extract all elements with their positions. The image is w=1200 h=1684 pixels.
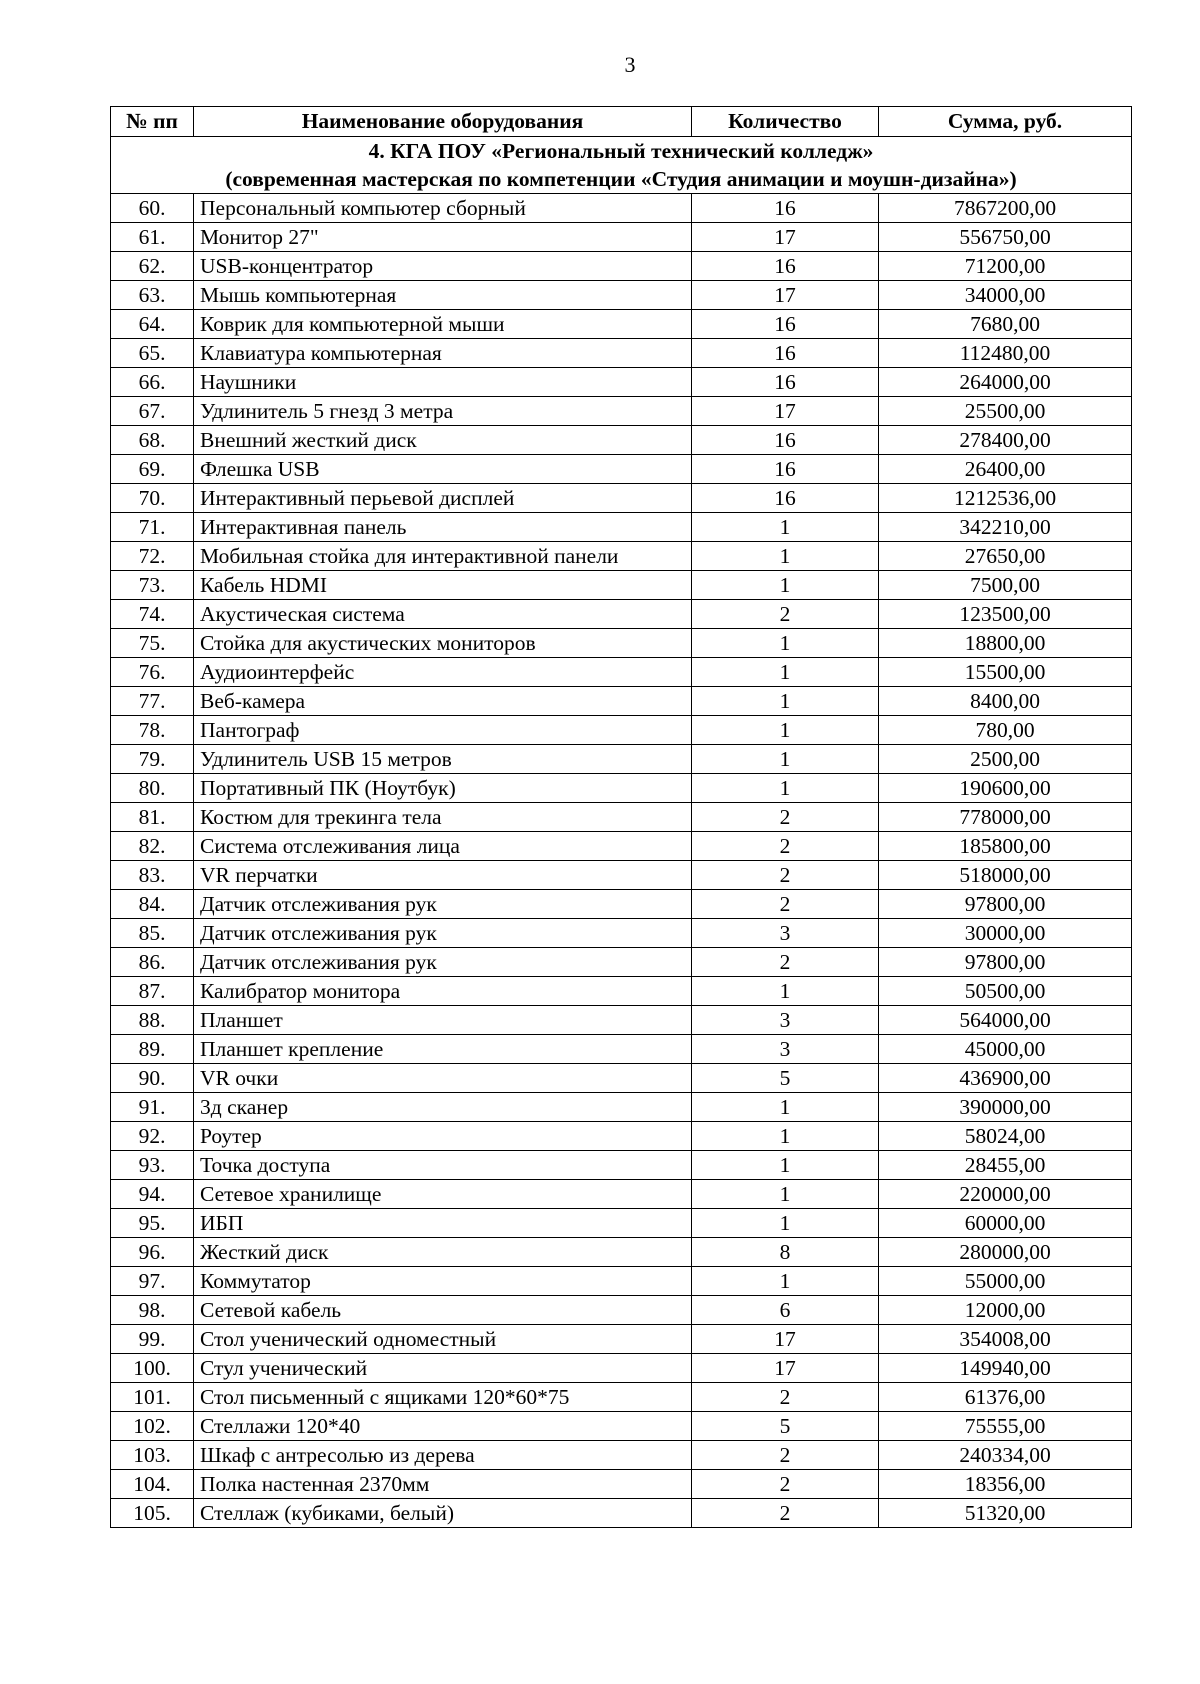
- row-equipment-name: Кабель HDMI: [194, 571, 692, 600]
- row-equipment-name: Стеллаж (кубиками, белый): [194, 1499, 692, 1528]
- table-row: [111, 977, 1132, 1006]
- row-sum: 436900,00: [879, 1064, 1132, 1093]
- row-quantity: 1: [692, 716, 879, 745]
- row-equipment-name: Внешний жесткий диск: [194, 426, 692, 455]
- row-number: 64.: [111, 310, 194, 339]
- table-row: [111, 426, 1132, 455]
- row-number: 94.: [111, 1180, 194, 1209]
- row-equipment-name: ИБП: [194, 1209, 692, 1238]
- row-quantity: 17: [692, 281, 879, 310]
- row-number: 84.: [111, 890, 194, 919]
- row-quantity: 3: [692, 1006, 879, 1035]
- section-header-row: [111, 137, 1132, 194]
- row-quantity: 2: [692, 832, 879, 861]
- row-quantity: 1: [692, 1122, 879, 1151]
- row-number: 85.: [111, 919, 194, 948]
- row-sum: 8400,00: [879, 687, 1132, 716]
- row-quantity: 1: [692, 1151, 879, 1180]
- table-row: [111, 1296, 1132, 1325]
- row-equipment-name: VR перчатки: [194, 861, 692, 890]
- table-row: [111, 1093, 1132, 1122]
- row-number: 87.: [111, 977, 194, 1006]
- table-row: [111, 455, 1132, 484]
- table-row: [111, 252, 1132, 281]
- row-equipment-name: Клавиатура компьютерная: [194, 339, 692, 368]
- row-sum: 97800,00: [879, 948, 1132, 977]
- table-row: [111, 1180, 1132, 1209]
- row-sum: 780,00: [879, 716, 1132, 745]
- row-number: 104.: [111, 1470, 194, 1499]
- table-row: [111, 1354, 1132, 1383]
- row-number: 62.: [111, 252, 194, 281]
- section-title: 4. КГА ПОУ «Региональный технический колледж»: [368, 139, 874, 163]
- row-quantity: 2: [692, 1470, 879, 1499]
- row-quantity: 1: [692, 687, 879, 716]
- row-sum: 220000,00: [879, 1180, 1132, 1209]
- row-number: 81.: [111, 803, 194, 832]
- row-quantity: 1: [692, 571, 879, 600]
- row-equipment-name: Коврик для компьютерной мыши: [194, 310, 692, 339]
- row-sum: 123500,00: [879, 600, 1132, 629]
- table-row: [111, 571, 1132, 600]
- table-row: [111, 397, 1132, 426]
- row-quantity: 16: [692, 484, 879, 513]
- row-number: 80.: [111, 774, 194, 803]
- header-equipment-name: Наименование оборудования: [194, 107, 692, 137]
- row-equipment-name: Датчик отслеживания рук: [194, 890, 692, 919]
- row-sum: 12000,00: [879, 1296, 1132, 1325]
- header-quantity: Количество: [692, 107, 879, 137]
- row-sum: 342210,00: [879, 513, 1132, 542]
- row-quantity: 2: [692, 1499, 879, 1528]
- table-row: [111, 281, 1132, 310]
- row-quantity: 1: [692, 977, 879, 1006]
- row-quantity: 17: [692, 397, 879, 426]
- row-quantity: 16: [692, 426, 879, 455]
- row-equipment-name: Планшет крепление: [194, 1035, 692, 1064]
- row-number: 96.: [111, 1238, 194, 1267]
- row-quantity: 1: [692, 1209, 879, 1238]
- row-equipment-name: Стол ученический одноместный: [194, 1325, 692, 1354]
- row-equipment-name: Пантограф: [194, 716, 692, 745]
- row-number: 73.: [111, 571, 194, 600]
- table-row: [111, 687, 1132, 716]
- row-number: 100.: [111, 1354, 194, 1383]
- row-quantity: 1: [692, 745, 879, 774]
- table-row: [111, 542, 1132, 571]
- row-equipment-name: Сетевое хранилище: [194, 1180, 692, 1209]
- row-sum: 1212536,00: [879, 484, 1132, 513]
- table-row: [111, 1209, 1132, 1238]
- row-sum: 25500,00: [879, 397, 1132, 426]
- row-number: 95.: [111, 1209, 194, 1238]
- row-equipment-name: Мобильная стойка для интерактивной панели: [194, 542, 692, 571]
- row-sum: 354008,00: [879, 1325, 1132, 1354]
- row-quantity: 16: [692, 455, 879, 484]
- row-sum: 27650,00: [879, 542, 1132, 571]
- row-equipment-name: Стул ученический: [194, 1354, 692, 1383]
- row-equipment-name: Коммутатор: [194, 1267, 692, 1296]
- row-sum: 18800,00: [879, 629, 1132, 658]
- row-quantity: 1: [692, 774, 879, 803]
- section-header: [111, 137, 1132, 194]
- row-equipment-name: Наушники: [194, 368, 692, 397]
- table-row: [111, 194, 1132, 223]
- equipment-table: [110, 106, 1132, 1528]
- row-equipment-name: USB-концентратор: [194, 252, 692, 281]
- row-quantity: 2: [692, 890, 879, 919]
- row-quantity: 17: [692, 1325, 879, 1354]
- row-sum: 564000,00: [879, 1006, 1132, 1035]
- row-equipment-name: Стеллажи 120*40: [194, 1412, 692, 1441]
- row-number: 86.: [111, 948, 194, 977]
- row-sum: 7867200,00: [879, 194, 1132, 223]
- row-quantity: 16: [692, 339, 879, 368]
- row-number: 92.: [111, 1122, 194, 1151]
- table-row: [111, 1035, 1132, 1064]
- row-sum: 28455,00: [879, 1151, 1132, 1180]
- row-number: 74.: [111, 600, 194, 629]
- row-equipment-name: Портативный ПК (Ноутбук): [194, 774, 692, 803]
- row-number: 101.: [111, 1383, 194, 1412]
- row-sum: 34000,00: [879, 281, 1132, 310]
- row-sum: 778000,00: [879, 803, 1132, 832]
- row-quantity: 6: [692, 1296, 879, 1325]
- row-equipment-name: Шкаф с антресолью из дерева: [194, 1441, 692, 1470]
- table-row: [111, 600, 1132, 629]
- row-sum: 60000,00: [879, 1209, 1132, 1238]
- row-sum: 97800,00: [879, 890, 1132, 919]
- row-number: 60.: [111, 194, 194, 223]
- row-number: 66.: [111, 368, 194, 397]
- table-row: [111, 1325, 1132, 1354]
- row-equipment-name: Интерактивная панель: [194, 513, 692, 542]
- row-quantity: 16: [692, 194, 879, 223]
- row-quantity: 16: [692, 368, 879, 397]
- row-sum: 7680,00: [879, 310, 1132, 339]
- row-equipment-name: Акустическая система: [194, 600, 692, 629]
- row-number: 102.: [111, 1412, 194, 1441]
- row-equipment-name: 3д сканер: [194, 1093, 692, 1122]
- row-number: 75.: [111, 629, 194, 658]
- row-equipment-name: Интерактивный перьевой дисплей: [194, 484, 692, 513]
- row-quantity: 2: [692, 948, 879, 977]
- row-quantity: 1: [692, 1180, 879, 1209]
- row-sum: 278400,00: [879, 426, 1132, 455]
- table-row: [111, 861, 1132, 890]
- row-quantity: 2: [692, 861, 879, 890]
- row-sum: 51320,00: [879, 1499, 1132, 1528]
- row-equipment-name: Монитор 27": [194, 223, 692, 252]
- row-sum: 190600,00: [879, 774, 1132, 803]
- row-sum: 58024,00: [879, 1122, 1132, 1151]
- row-quantity: 2: [692, 1441, 879, 1470]
- table-row: [111, 716, 1132, 745]
- row-number: 79.: [111, 745, 194, 774]
- table-row: [111, 774, 1132, 803]
- row-quantity: 1: [692, 629, 879, 658]
- table-header-row: [111, 107, 1132, 137]
- row-quantity: 17: [692, 1354, 879, 1383]
- row-quantity: 1: [692, 658, 879, 687]
- table-row: [111, 339, 1132, 368]
- table-row: [111, 1441, 1132, 1470]
- table-row: [111, 658, 1132, 687]
- row-sum: 15500,00: [879, 658, 1132, 687]
- row-number: 61.: [111, 223, 194, 252]
- table-row: [111, 1499, 1132, 1528]
- row-number: 93.: [111, 1151, 194, 1180]
- row-sum: 112480,00: [879, 339, 1132, 368]
- row-equipment-name: Аудиоинтерфейс: [194, 658, 692, 687]
- row-sum: 26400,00: [879, 455, 1132, 484]
- row-quantity: 2: [692, 1383, 879, 1412]
- row-sum: 2500,00: [879, 745, 1132, 774]
- row-number: 97.: [111, 1267, 194, 1296]
- row-quantity: 17: [692, 223, 879, 252]
- row-sum: 518000,00: [879, 861, 1132, 890]
- row-sum: 7500,00: [879, 571, 1132, 600]
- section-subtitle: (современная мастерская по компетенции «Студия анимации и моушн-дизайна»): [225, 167, 1017, 191]
- row-number: 89.: [111, 1035, 194, 1064]
- table-row: [111, 803, 1132, 832]
- row-number: 69.: [111, 455, 194, 484]
- row-equipment-name: Калибратор монитора: [194, 977, 692, 1006]
- row-number: 88.: [111, 1006, 194, 1035]
- row-equipment-name: Роутер: [194, 1122, 692, 1151]
- table-row: [111, 629, 1132, 658]
- row-quantity: 5: [692, 1064, 879, 1093]
- header-number: № пп: [111, 107, 194, 137]
- row-quantity: 2: [692, 600, 879, 629]
- table-row: [111, 310, 1132, 339]
- table-row: [111, 1064, 1132, 1093]
- row-sum: 149940,00: [879, 1354, 1132, 1383]
- row-sum: 18356,00: [879, 1470, 1132, 1499]
- row-sum: 390000,00: [879, 1093, 1132, 1122]
- table-row: [111, 223, 1132, 252]
- table-row: [111, 919, 1132, 948]
- row-equipment-name: Персональный компьютер сборный: [194, 194, 692, 223]
- row-equipment-name: Флешка USB: [194, 455, 692, 484]
- row-number: 83.: [111, 861, 194, 890]
- row-equipment-name: Полка настенная 2370мм: [194, 1470, 692, 1499]
- row-equipment-name: Веб-камера: [194, 687, 692, 716]
- row-equipment-name: Планшет: [194, 1006, 692, 1035]
- table-row: [111, 1006, 1132, 1035]
- table-row: [111, 832, 1132, 861]
- row-number: 65.: [111, 339, 194, 368]
- row-quantity: 1: [692, 1093, 879, 1122]
- row-number: 90.: [111, 1064, 194, 1093]
- table-row: [111, 948, 1132, 977]
- table-row: [111, 368, 1132, 397]
- table-row: [111, 745, 1132, 774]
- row-sum: 556750,00: [879, 223, 1132, 252]
- table-row: [111, 1267, 1132, 1296]
- row-equipment-name: Удлинитель USB 15 метров: [194, 745, 692, 774]
- row-number: 72.: [111, 542, 194, 571]
- row-quantity: 16: [692, 310, 879, 339]
- row-quantity: 1: [692, 513, 879, 542]
- row-sum: 55000,00: [879, 1267, 1132, 1296]
- row-number: 91.: [111, 1093, 194, 1122]
- row-number: 77.: [111, 687, 194, 716]
- row-quantity: 3: [692, 919, 879, 948]
- row-number: 70.: [111, 484, 194, 513]
- table-row: [111, 1238, 1132, 1267]
- row-equipment-name: VR очки: [194, 1064, 692, 1093]
- row-sum: 240334,00: [879, 1441, 1132, 1470]
- row-number: 105.: [111, 1499, 194, 1528]
- row-number: 78.: [111, 716, 194, 745]
- table-row: [111, 1412, 1132, 1441]
- header-sum: Сумма, руб.: [879, 107, 1132, 137]
- row-equipment-name: Сетевой кабель: [194, 1296, 692, 1325]
- row-quantity: 16: [692, 252, 879, 281]
- row-number: 68.: [111, 426, 194, 455]
- row-quantity: 8: [692, 1238, 879, 1267]
- row-equipment-name: Мышь компьютерная: [194, 281, 692, 310]
- row-equipment-name: Датчик отслеживания рук: [194, 919, 692, 948]
- row-quantity: 1: [692, 542, 879, 571]
- table-row: [111, 513, 1132, 542]
- row-sum: 30000,00: [879, 919, 1132, 948]
- table-row: [111, 484, 1132, 513]
- row-sum: 280000,00: [879, 1238, 1132, 1267]
- row-equipment-name: Удлинитель 5 гнезд 3 метра: [194, 397, 692, 426]
- row-equipment-name: Жесткий диск: [194, 1238, 692, 1267]
- row-sum: 61376,00: [879, 1383, 1132, 1412]
- row-sum: 264000,00: [879, 368, 1132, 397]
- row-number: 71.: [111, 513, 194, 542]
- row-sum: 185800,00: [879, 832, 1132, 861]
- row-equipment-name: Точка доступа: [194, 1151, 692, 1180]
- page-number: 3: [624, 52, 636, 77]
- row-quantity: 5: [692, 1412, 879, 1441]
- row-number: 67.: [111, 397, 194, 426]
- row-sum: 71200,00: [879, 252, 1132, 281]
- row-equipment-name: Датчик отслеживания рук: [194, 948, 692, 977]
- row-quantity: 2: [692, 803, 879, 832]
- table-row: [111, 890, 1132, 919]
- row-number: 76.: [111, 658, 194, 687]
- row-sum: 75555,00: [879, 1412, 1132, 1441]
- table-row: [111, 1383, 1132, 1412]
- table-row: [111, 1151, 1132, 1180]
- row-equipment-name: Стол письменный с ящиками 120*60*75: [194, 1383, 692, 1412]
- row-equipment-name: Стойка для акустических мониторов: [194, 629, 692, 658]
- row-number: 103.: [111, 1441, 194, 1470]
- row-number: 99.: [111, 1325, 194, 1354]
- row-quantity: 1: [692, 1267, 879, 1296]
- row-equipment-name: Костюм для трекинга тела: [194, 803, 692, 832]
- table-row: [111, 1470, 1132, 1499]
- row-quantity: 3: [692, 1035, 879, 1064]
- row-number: 98.: [111, 1296, 194, 1325]
- row-number: 63.: [111, 281, 194, 310]
- table-row: [111, 1122, 1132, 1151]
- row-sum: 45000,00: [879, 1035, 1132, 1064]
- row-number: 82.: [111, 832, 194, 861]
- row-equipment-name: Система отслеживания лица: [194, 832, 692, 861]
- row-sum: 50500,00: [879, 977, 1132, 1006]
